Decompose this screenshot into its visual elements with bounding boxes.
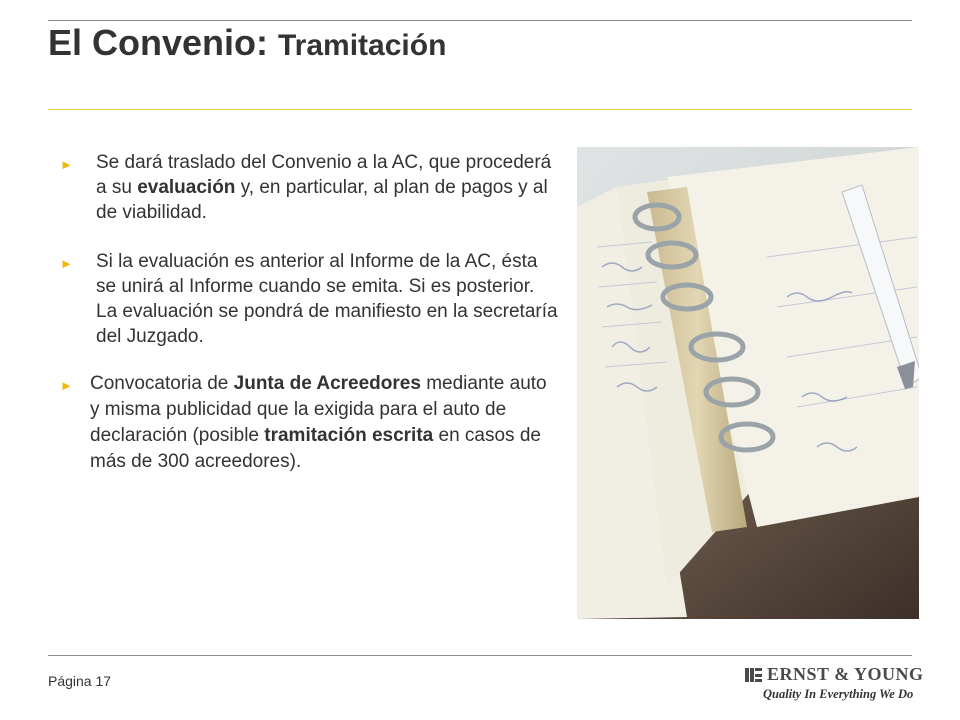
logo-wordmark: ERNST & YOUNG [767,664,924,684]
planner-photo [577,147,919,619]
bullet-item: ► Convocatoria de Junta de Acreedores mediante auto y misma publicidad que la exigida para el auto de declaración (posible tramitación escrita en casos de más de 300 acreedores). [60,373,547,472]
bullet-item: ► Si la evaluación es anterior al Informe de la AC, ésta se unirá al Informe cuando se emita. Si es posterior. La evaluación se pondrá de manifiesto en la secretaría del Juzgado. [60,251,558,347]
title-main: El Convenio: [48,22,279,63]
bullet-item: ► Se dará traslado del Convenio a la AC, que procederá a su evaluación y, en particular, al plan de pagos y al de viabilidad. [60,152,552,223]
logo-tagline: Quality In Everything We Do [763,687,914,701]
bullet-arrow-icon: ► [60,157,73,172]
bullet-arrow-icon: ► [60,256,73,271]
logo-mark-icon [745,666,763,684]
top-rule [48,20,912,21]
footer-rule [48,655,912,656]
title-underline [48,109,912,110]
title-sub: Tramitación [278,29,447,62]
page-number: Página 17 [48,673,112,689]
bullet-list [60,150,560,475]
company-logo [745,662,924,708]
page-title [48,22,446,64]
bullet-arrow-icon: ► [60,378,73,393]
